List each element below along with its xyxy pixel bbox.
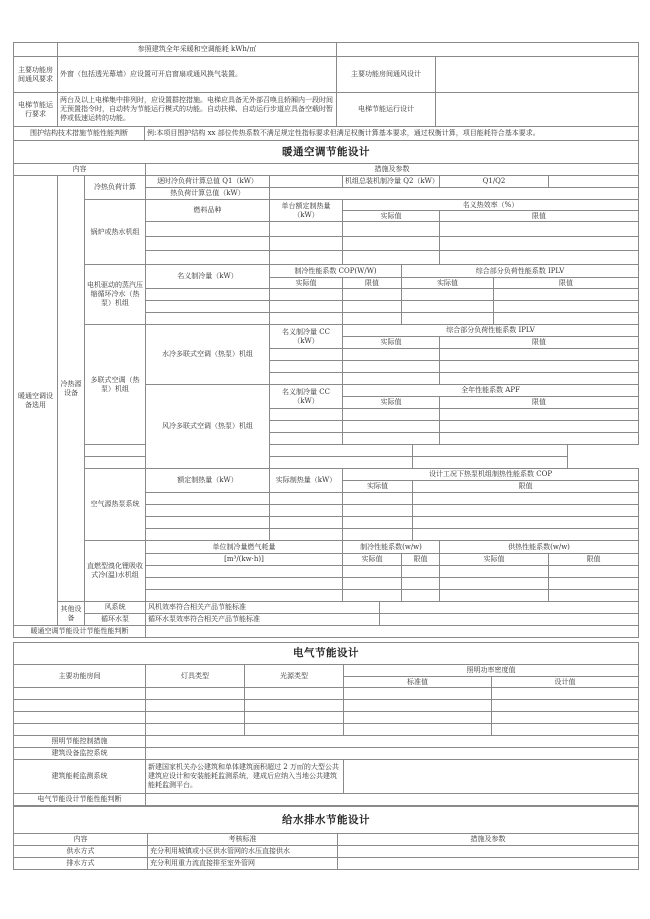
water-row-content: 排水方式 bbox=[14, 858, 148, 870]
ashp-cell[interactable] bbox=[270, 517, 343, 529]
water-row-criteria: 充分利用城镇或小区供水管网的水压直接供水 bbox=[148, 846, 338, 858]
lighting-cell[interactable] bbox=[245, 724, 344, 736]
chiller-iplv-actual: 实际值 bbox=[402, 278, 494, 289]
ashp-cell[interactable] bbox=[343, 517, 413, 529]
table-row bbox=[14, 858, 639, 870]
hvac-content-header: 内容 bbox=[14, 164, 146, 176]
other-label: 其他设备 bbox=[58, 602, 85, 626]
vrf-water-cell[interactable] bbox=[270, 373, 343, 385]
ashp-cell[interactable] bbox=[270, 529, 343, 541]
ashp-cell[interactable] bbox=[270, 505, 343, 517]
water-row-measures[interactable] bbox=[338, 846, 639, 858]
energy-monitor-text: 新建国家机关办公建筑和单体建筑面积超过 2 万㎡的大型公共建筑应设计和安装能耗监测系统，建成后应纳入当地公共建筑能耗监测平台。 bbox=[146, 760, 344, 794]
lpd-header: 照明功率密度值 bbox=[344, 665, 639, 677]
chiller-cell[interactable] bbox=[343, 301, 402, 313]
lighting-cell[interactable] bbox=[14, 724, 146, 736]
vrf-air-label: 风冷多联式空调（热泵）机组 bbox=[146, 385, 270, 469]
bas-label: 建筑设备监控系统 bbox=[14, 748, 146, 760]
room-header: 主要功能房间 bbox=[14, 665, 146, 688]
source-header: 光源类型 bbox=[245, 665, 344, 688]
absorption-cool-header: 制冷性能系数(w/w) bbox=[343, 541, 440, 554]
vrf-air-cell[interactable] bbox=[440, 433, 639, 445]
boiler-cell[interactable] bbox=[440, 222, 639, 237]
ashp-cell[interactable] bbox=[413, 493, 639, 505]
water-title: 给水排水节能设计 bbox=[14, 807, 639, 834]
hvac-measures-header: 措施及参数 bbox=[146, 164, 639, 176]
hvac-judgment-label: 暖通空调节能设计节能性能判断 bbox=[14, 626, 146, 638]
boiler-limit-header: 限值 bbox=[440, 211, 639, 222]
vent-label: 主要功能房间通风要求 bbox=[14, 57, 58, 93]
vent-design-value[interactable] bbox=[436, 57, 639, 93]
vrf-water-cell[interactable] bbox=[343, 349, 440, 361]
top-table bbox=[13, 42, 639, 127]
vrf-water-cell[interactable] bbox=[440, 373, 639, 385]
load-label: 冷热负荷计算 bbox=[85, 176, 146, 200]
lighting-cell[interactable] bbox=[146, 724, 245, 736]
chiller-cop-actual: 实际值 bbox=[270, 278, 343, 289]
load-heat-label: 热负荷计算总值（kW） bbox=[146, 188, 270, 200]
absorption-cell[interactable] bbox=[343, 578, 402, 590]
chiller-cell[interactable] bbox=[494, 313, 639, 325]
chiller-cell[interactable] bbox=[494, 289, 639, 301]
water-table bbox=[13, 806, 639, 870]
lighting-cell[interactable] bbox=[245, 688, 344, 700]
ashp-cell[interactable] bbox=[146, 493, 270, 505]
absorption-cell[interactable] bbox=[440, 578, 549, 590]
vrf-air-cell[interactable] bbox=[440, 409, 639, 421]
vrf-air-cell[interactable] bbox=[85, 457, 146, 469]
standard-header: 标准值 bbox=[344, 677, 492, 688]
hvac-table bbox=[13, 140, 639, 638]
blank-cell bbox=[14, 43, 58, 57]
ashp-cell[interactable] bbox=[343, 505, 413, 517]
boiler-cell[interactable] bbox=[146, 237, 270, 251]
water-row-content: 供水方式 bbox=[14, 846, 148, 858]
ashp-label: 空气源热泵系统 bbox=[85, 469, 146, 541]
vrf-water-capacity: 名义制冷量 CC（kW） bbox=[270, 325, 343, 349]
bas-value[interactable] bbox=[146, 748, 639, 760]
load-heat-value[interactable] bbox=[270, 188, 639, 200]
ashp-rated-header: 额定制热量（kW） bbox=[146, 469, 270, 493]
ashp-actual-header: 实际值 bbox=[343, 481, 413, 493]
vrf-air-capacity: 名义制冷量 CC（kW） bbox=[270, 385, 343, 409]
vrf-air-cell[interactable] bbox=[413, 457, 568, 469]
vrf-air-cell[interactable] bbox=[343, 421, 440, 433]
water-row-measures[interactable] bbox=[338, 858, 639, 870]
absorption-gas-header: 单位制冷量燃气耗量 bbox=[146, 541, 343, 554]
water-row-criteria: 充分利用重力流直接排至室外管网 bbox=[148, 858, 338, 870]
ashp-cell[interactable] bbox=[413, 505, 639, 517]
hvac-group-label: 暖通空调设备选用 bbox=[14, 176, 58, 626]
energy-monitor-value[interactable] bbox=[344, 760, 639, 794]
chiller-cop-header: 制冷性能系数 COP(W/W) bbox=[270, 265, 402, 278]
vrf-air-cell[interactable] bbox=[413, 445, 568, 457]
ashp-cop-header: 设计工况下热泵机组制热性能系数 COP bbox=[343, 469, 639, 481]
lighting-control-value[interactable] bbox=[146, 736, 639, 748]
ref-energy-label: 参照建筑全年采暖和空调能耗 kWh/㎡ bbox=[58, 43, 337, 57]
absorption-gas-unit: [m³/(kw·h)] bbox=[146, 554, 343, 566]
vrf-air-actual: 实际值 bbox=[343, 397, 440, 409]
vrf-air-cell[interactable] bbox=[343, 409, 440, 421]
lighting-cell[interactable] bbox=[146, 688, 245, 700]
absorption-cell[interactable] bbox=[549, 566, 639, 578]
lighting-cell[interactable] bbox=[146, 700, 245, 712]
absorption-cell[interactable] bbox=[402, 566, 440, 578]
boiler-cell[interactable] bbox=[270, 251, 343, 265]
boiler-cell[interactable] bbox=[440, 237, 639, 251]
absorption-heat-header: 供热性能系数(w/w) bbox=[440, 541, 639, 554]
vrf-water-cell[interactable] bbox=[343, 361, 440, 373]
chiller-cop-limit: 限值 bbox=[343, 278, 402, 289]
boiler-cell[interactable] bbox=[440, 251, 639, 265]
vrf-water-cell[interactable] bbox=[343, 373, 440, 385]
fan-label: 风系统 bbox=[85, 602, 146, 614]
design-header: 设计值 bbox=[492, 677, 639, 688]
ashp-cell[interactable] bbox=[146, 529, 270, 541]
chiller-cell[interactable] bbox=[402, 313, 494, 325]
vrf-air-cell[interactable] bbox=[270, 409, 343, 421]
fixture-header: 灯具类型 bbox=[146, 665, 245, 688]
absorption-cell[interactable] bbox=[343, 566, 402, 578]
water-content-header: 内容 bbox=[14, 834, 148, 846]
vent-requirement: 外窗（包括透光幕墙）应设置可开启窗扇或通风换气装置。 bbox=[58, 57, 337, 93]
vrf-air-metric: 全年性能系数 APF bbox=[343, 385, 639, 397]
chiller-cell[interactable] bbox=[146, 313, 270, 325]
vent-design-label: 主要功能房间通风设计 bbox=[337, 57, 436, 93]
electrical-table bbox=[13, 642, 639, 806]
load-q2-label: 机组总装机制冷量 Q2（kW） bbox=[343, 176, 440, 188]
ashp-cell[interactable] bbox=[146, 505, 270, 517]
chiller-iplv-header: 综合部分负荷性能系数 IPLV bbox=[402, 265, 639, 278]
chiller-cell[interactable] bbox=[270, 313, 343, 325]
vrf-air-cell[interactable] bbox=[270, 433, 343, 445]
load-ratio-label: Q1/Q2 bbox=[440, 176, 549, 188]
hvac-judgment-value[interactable] bbox=[146, 626, 639, 638]
chiller-iplv-limit: 限值 bbox=[494, 278, 639, 289]
envelope-value: 例:本项目围护结构 xx 部位传热系数不满足规定性指标要求但满足权衡计算基本要求，通过权衡计算，项目能耗符合基本要求。 bbox=[145, 127, 639, 141]
chiller-cell[interactable] bbox=[343, 313, 402, 325]
lighting-cell[interactable] bbox=[492, 712, 639, 724]
vrf-water-cell[interactable] bbox=[270, 349, 343, 361]
pump-standard: 循环水泵效率符合相关产品节能标准 bbox=[146, 614, 380, 626]
boiler-efficiency-header: 名义热效率（%） bbox=[343, 200, 639, 211]
ashp-cell[interactable] bbox=[343, 529, 413, 541]
lighting-cell[interactable] bbox=[344, 724, 492, 736]
lighting-cell[interactable] bbox=[245, 700, 344, 712]
lighting-cell[interactable] bbox=[146, 712, 245, 724]
ashp-cell[interactable] bbox=[146, 517, 270, 529]
absorption-cell[interactable] bbox=[549, 578, 639, 590]
hvac-title: 暖通空调节能设计 bbox=[14, 141, 639, 164]
water-measures-header: 措施及参数 bbox=[338, 834, 639, 846]
boiler-cell[interactable] bbox=[146, 222, 270, 237]
vrf-air-cell[interactable] bbox=[270, 457, 413, 469]
elevator-design-value[interactable] bbox=[436, 93, 639, 127]
load-q1-value[interactable] bbox=[270, 176, 343, 188]
absorption-cool-actual: 实际值 bbox=[343, 554, 402, 566]
table-row bbox=[14, 846, 639, 858]
ashp-cell[interactable] bbox=[413, 529, 639, 541]
water-criteria-header: 考核标准 bbox=[148, 834, 338, 846]
chiller-cell[interactable] bbox=[146, 289, 270, 301]
elevator-label: 电梯节能运行要求 bbox=[14, 93, 58, 127]
absorption-cell[interactable] bbox=[549, 590, 639, 602]
boiler-fuel-header: 燃料品种 bbox=[146, 200, 270, 222]
lighting-cell[interactable] bbox=[14, 688, 146, 700]
electrical-judgment-label: 电气节能设计节能性能判断 bbox=[14, 794, 146, 806]
elevator-requirement: 两台及以上电梯集中排列时，应设置群控措施。电梯应具备无外部召唤且轿厢内一段时间无预置指令时，自动转为节能运行模式的功能。自动扶梯、自动运行步道应具备空载时暂停或低速运转的功能。 bbox=[58, 93, 337, 127]
vrf-air-cell[interactable] bbox=[85, 445, 146, 457]
envelope-table bbox=[13, 126, 639, 141]
ashp-limit-header: 限值 bbox=[413, 481, 639, 493]
absorption-cell[interactable] bbox=[440, 566, 549, 578]
vrf-air-cell[interactable] bbox=[270, 421, 343, 433]
chiller-cell[interactable] bbox=[402, 301, 494, 313]
chiller-cell[interactable] bbox=[146, 301, 270, 313]
vrf-water-cell[interactable] bbox=[440, 349, 639, 361]
load-q1-label: 逐时冷负荷计算总值 Q1（kW） bbox=[146, 176, 270, 188]
energy-monitor-label: 建筑能耗监测系统 bbox=[14, 760, 146, 794]
lighting-cell[interactable] bbox=[14, 700, 146, 712]
vrf-water-limit: 限值 bbox=[440, 337, 639, 349]
pump-value[interactable] bbox=[380, 614, 639, 626]
lighting-cell[interactable] bbox=[344, 712, 492, 724]
lighting-cell[interactable] bbox=[344, 688, 492, 700]
boiler-cell[interactable] bbox=[146, 251, 270, 265]
vrf-air-cell[interactable] bbox=[270, 445, 413, 457]
boiler-cell[interactable] bbox=[270, 222, 343, 237]
absorption-cell[interactable] bbox=[146, 590, 343, 602]
absorption-cell[interactable] bbox=[440, 590, 549, 602]
absorption-heat-limit: 限值 bbox=[549, 554, 639, 566]
absorption-heat-actual: 实际值 bbox=[440, 554, 549, 566]
fan-standard: 风机效率符合相关产品节能标准 bbox=[146, 602, 380, 614]
absorption-cell[interactable] bbox=[402, 590, 440, 602]
chiller-cell[interactable] bbox=[402, 289, 494, 301]
vrf-air-cell[interactable] bbox=[440, 421, 639, 433]
lighting-control-label: 照明节能控制措施 bbox=[14, 736, 146, 748]
chiller-cell[interactable] bbox=[343, 289, 402, 301]
lighting-cell[interactable] bbox=[14, 712, 146, 724]
source-label: 冷热源设备 bbox=[58, 176, 85, 602]
vrf-water-actual: 实际值 bbox=[343, 337, 440, 349]
vrf-water-label: 水冷多联式空调（热泵）机组 bbox=[146, 325, 270, 385]
fan-value[interactable] bbox=[380, 602, 639, 614]
ashp-real-header: 实际制热量（kW） bbox=[270, 469, 343, 493]
absorption-cool-limit: 限值 bbox=[402, 554, 440, 566]
load-ratio-value[interactable] bbox=[549, 176, 639, 188]
chiller-cell[interactable] bbox=[494, 301, 639, 313]
lighting-cell[interactable] bbox=[492, 724, 639, 736]
ashp-cell[interactable] bbox=[343, 493, 413, 505]
ashp-cell[interactable] bbox=[270, 493, 343, 505]
elevator-design-label: 电梯节能运行设计 bbox=[337, 93, 436, 127]
vrf-air-limit: 限值 bbox=[440, 397, 639, 409]
envelope-label: 围护结构技术措施节能性能判断 bbox=[14, 127, 145, 141]
boiler-cell[interactable] bbox=[343, 251, 440, 265]
ashp-cell[interactable] bbox=[413, 517, 639, 529]
chiller-label: 电机驱动的蒸汽压缩循环冷水（热泵）机组 bbox=[85, 265, 146, 325]
vrf-water-cell[interactable] bbox=[270, 361, 343, 373]
vrf-air-cell[interactable] bbox=[343, 433, 440, 445]
absorption-cell[interactable] bbox=[402, 578, 440, 590]
boiler-cell[interactable] bbox=[343, 237, 440, 251]
vrf-label: 多联式空调（热泵）机组 bbox=[85, 325, 146, 445]
boiler-label: 锅炉或热水机组 bbox=[85, 200, 146, 265]
lighting-cell[interactable] bbox=[492, 688, 639, 700]
ref-energy-value[interactable] bbox=[337, 43, 639, 57]
boiler-cell[interactable] bbox=[270, 237, 343, 251]
vrf-water-metric: 综合部分负荷性能系数 IPLV bbox=[343, 325, 639, 337]
chiller-cell[interactable] bbox=[270, 301, 343, 313]
boiler-cell[interactable] bbox=[343, 222, 440, 237]
absorption-cell[interactable] bbox=[146, 578, 343, 590]
boiler-capacity-header: 单台额定制热量（kW） bbox=[270, 200, 343, 222]
absorption-cell[interactable] bbox=[146, 566, 343, 578]
pump-label: 循环水泵 bbox=[85, 614, 146, 626]
electrical-judgment-value[interactable] bbox=[146, 794, 639, 806]
absorption-label: 直燃型溴化锂吸收式冷(温)水机组 bbox=[85, 541, 146, 602]
chiller-cell[interactable] bbox=[270, 289, 343, 301]
vrf-water-cell[interactable] bbox=[440, 361, 639, 373]
boiler-actual-header: 实际值 bbox=[343, 211, 440, 222]
electrical-title: 电气节能设计 bbox=[14, 643, 639, 665]
lighting-cell[interactable] bbox=[344, 700, 492, 712]
lighting-cell[interactable] bbox=[492, 700, 639, 712]
chiller-capacity-header: 名义制冷量（kW） bbox=[146, 265, 270, 289]
absorption-cell[interactable] bbox=[343, 590, 402, 602]
lighting-cell[interactable] bbox=[245, 712, 344, 724]
